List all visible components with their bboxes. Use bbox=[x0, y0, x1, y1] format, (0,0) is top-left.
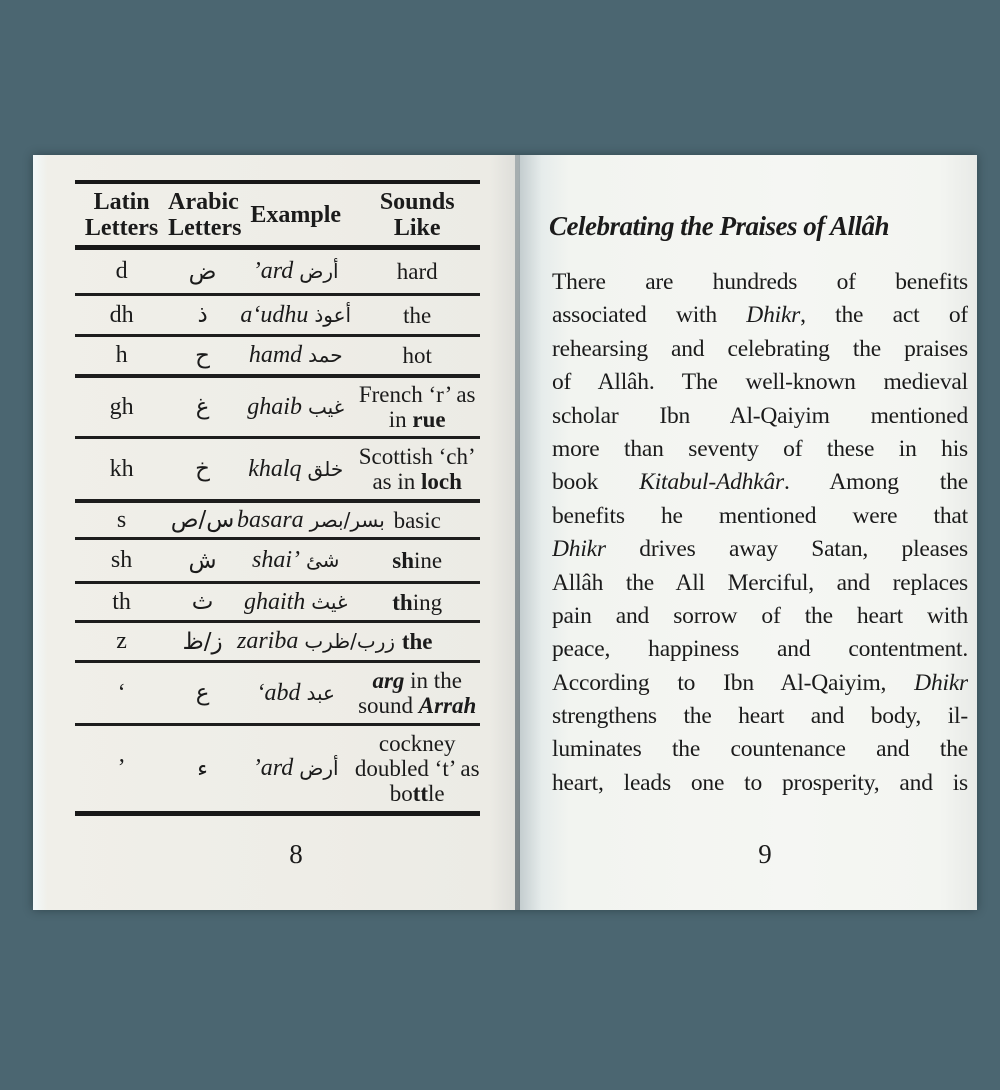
table-body bbox=[75, 250, 480, 811]
table-row bbox=[75, 337, 480, 378]
sounds-like-cell: basic bbox=[393, 507, 441, 533]
arabic-letter-cell: ذ bbox=[197, 302, 208, 328]
body-text-line: peace, happiness and contentment. bbox=[552, 636, 968, 663]
example-transliteration: ’ard bbox=[252, 258, 294, 284]
column-header-0 bbox=[75, 189, 168, 241]
table-row bbox=[75, 726, 480, 811]
table-row bbox=[75, 296, 480, 337]
left-page bbox=[33, 155, 519, 910]
example-cell bbox=[237, 755, 354, 782]
arabic-letter-cell: ء bbox=[197, 755, 208, 782]
sounds-like-cell: Scottish ‘ch’ as in loch bbox=[358, 444, 476, 494]
body-text-line: more than seventy of these in his bbox=[552, 435, 968, 462]
example-cell bbox=[237, 456, 354, 483]
transliteration-table bbox=[75, 180, 480, 816]
example-transliteration: ghaib bbox=[247, 393, 302, 420]
example-arabic: بسر/بصر bbox=[309, 507, 385, 532]
example-arabic: خلق bbox=[307, 456, 344, 481]
example-arabic: عبد bbox=[306, 680, 335, 705]
column-header-2 bbox=[237, 202, 354, 228]
sounds-like-cell: the bbox=[401, 629, 433, 654]
arabic-letter-cell: خ bbox=[195, 456, 210, 482]
table-row bbox=[75, 439, 480, 503]
latin-letter-cell: th bbox=[112, 588, 131, 615]
column-header-line: Sounds bbox=[379, 188, 455, 215]
arabic-letter-cell: غ bbox=[195, 394, 210, 420]
arabic-letter-cell: ث bbox=[191, 589, 214, 615]
arabic-letter-cell: ض bbox=[188, 258, 217, 285]
column-header-line: Letters bbox=[84, 214, 159, 241]
arabic-letter-cell: س/ص bbox=[170, 507, 235, 533]
example-cell bbox=[236, 506, 385, 534]
body-text-line: There are hundreds of benefits bbox=[552, 269, 968, 295]
arabic-letter-cell: ش bbox=[188, 547, 217, 574]
example-cell bbox=[236, 628, 396, 655]
right-page bbox=[519, 155, 977, 910]
body-text-line: According to Ibn Al-Qaiyim, Dhikr bbox=[552, 669, 968, 696]
sounds-like-cell: hard bbox=[396, 259, 438, 284]
sounds-like-cell: thing bbox=[392, 589, 443, 615]
column-header-3 bbox=[354, 189, 480, 241]
body-text-line: of Allâh. The well-known medieval bbox=[552, 369, 968, 396]
chapter-title: Celebrating the Praises of Allâh bbox=[549, 211, 890, 241]
arabic-letter-cell: ع bbox=[195, 680, 210, 706]
latin-letter-cell: h bbox=[115, 342, 128, 368]
example-arabic: زرب/ظرب bbox=[304, 629, 396, 653]
example-arabic: غيث bbox=[311, 589, 348, 614]
table-row bbox=[75, 663, 480, 726]
column-header-line: Example bbox=[250, 201, 342, 228]
body-text-line: benefits he mentioned were that bbox=[552, 502, 968, 529]
table-row bbox=[75, 503, 480, 540]
right-page-number: 9 bbox=[758, 839, 772, 869]
example-cell bbox=[237, 342, 354, 369]
arabic-letter-cell: ز/ظ bbox=[182, 628, 223, 655]
example-transliteration: basara bbox=[236, 506, 304, 533]
body-text-line: luminates the countenance and the bbox=[552, 736, 968, 763]
example-arabic: أرض bbox=[299, 756, 339, 780]
example-transliteration: ’ard bbox=[252, 755, 294, 781]
column-header-line: Arabic bbox=[168, 188, 239, 215]
sounds-like-cell: cockney doubled ‘t’ as bottle bbox=[354, 731, 480, 806]
body-text-line: scholar Ibn Al-Qaiyim mentioned bbox=[552, 402, 968, 429]
column-header-line: Latin bbox=[93, 188, 150, 215]
column-header-line: Letters bbox=[168, 214, 242, 241]
example-cell bbox=[237, 394, 354, 421]
body-text-line: book Kitabul-Adhkâr. Among the bbox=[552, 469, 968, 496]
column-header-1 bbox=[168, 188, 242, 241]
example-transliteration: khalq bbox=[248, 455, 302, 482]
example-arabic: شئ bbox=[305, 548, 340, 572]
example-transliteration: a‘udhu bbox=[240, 301, 309, 328]
book-scan bbox=[33, 155, 977, 910]
latin-letter-cell: z bbox=[116, 628, 127, 654]
example-transliteration: hamd bbox=[248, 342, 303, 368]
example-arabic: أرض bbox=[299, 259, 339, 283]
table-row bbox=[75, 250, 480, 296]
example-cell bbox=[237, 589, 354, 616]
example-transliteration: shai’ bbox=[251, 547, 300, 573]
body-text-line: pain and sorrow of the heart with bbox=[552, 602, 968, 629]
body-text-line: associated with Dhikr, the act of bbox=[552, 302, 968, 329]
latin-letter-cell: d bbox=[115, 258, 128, 284]
example-cell bbox=[237, 258, 354, 285]
sounds-like-cell: the bbox=[403, 302, 432, 328]
sounds-like-cell: shine bbox=[392, 548, 443, 573]
example-transliteration: zariba bbox=[236, 628, 299, 654]
column-header-line: Like bbox=[393, 214, 441, 241]
example-cell bbox=[237, 302, 354, 329]
table-row bbox=[75, 378, 480, 439]
example-cell bbox=[237, 680, 354, 707]
table-row bbox=[75, 623, 480, 663]
left-page-number: 8 bbox=[289, 839, 303, 869]
body-text-line: Allâh the All Merciful, and replaces bbox=[552, 569, 968, 596]
example-transliteration: ‘abd bbox=[256, 679, 301, 706]
latin-letter-cell: gh bbox=[109, 393, 134, 420]
latin-letter-cell: kh bbox=[109, 455, 134, 482]
latin-letter-cell: ‘ bbox=[117, 679, 126, 706]
latin-letter-cell: sh bbox=[110, 547, 133, 573]
body-text-line: strengthens the heart and body, il- bbox=[552, 703, 968, 730]
latin-letter-cell: dh bbox=[109, 301, 134, 328]
body-text-line: Dhikr drives away Satan, pleases bbox=[552, 536, 968, 563]
table-row bbox=[75, 540, 480, 584]
table-row bbox=[75, 584, 480, 623]
table-header-row bbox=[75, 184, 480, 250]
example-arabic: أعوذ bbox=[314, 302, 352, 327]
sounds-like-cell: arg in the sound Arrah bbox=[358, 668, 477, 718]
body-paragraph bbox=[552, 266, 968, 800]
example-transliteration: ghaith bbox=[243, 588, 306, 615]
example-cell bbox=[237, 547, 354, 574]
body-text-line: heart, leads one to prosperity, and is bbox=[552, 769, 968, 796]
sounds-like-cell: French ‘r’ as in rue bbox=[358, 382, 476, 432]
example-arabic: حمد bbox=[308, 343, 343, 367]
latin-letter-cell: ’ bbox=[117, 755, 126, 781]
body-text-line: rehearsing and celebrating the praises bbox=[552, 335, 968, 362]
arabic-letter-cell: ح bbox=[195, 342, 210, 369]
book-gutter-shadow bbox=[515, 155, 520, 910]
latin-letter-cell: s bbox=[116, 506, 127, 533]
example-arabic: غيب bbox=[307, 394, 345, 419]
sounds-like-cell: hot bbox=[402, 343, 432, 368]
